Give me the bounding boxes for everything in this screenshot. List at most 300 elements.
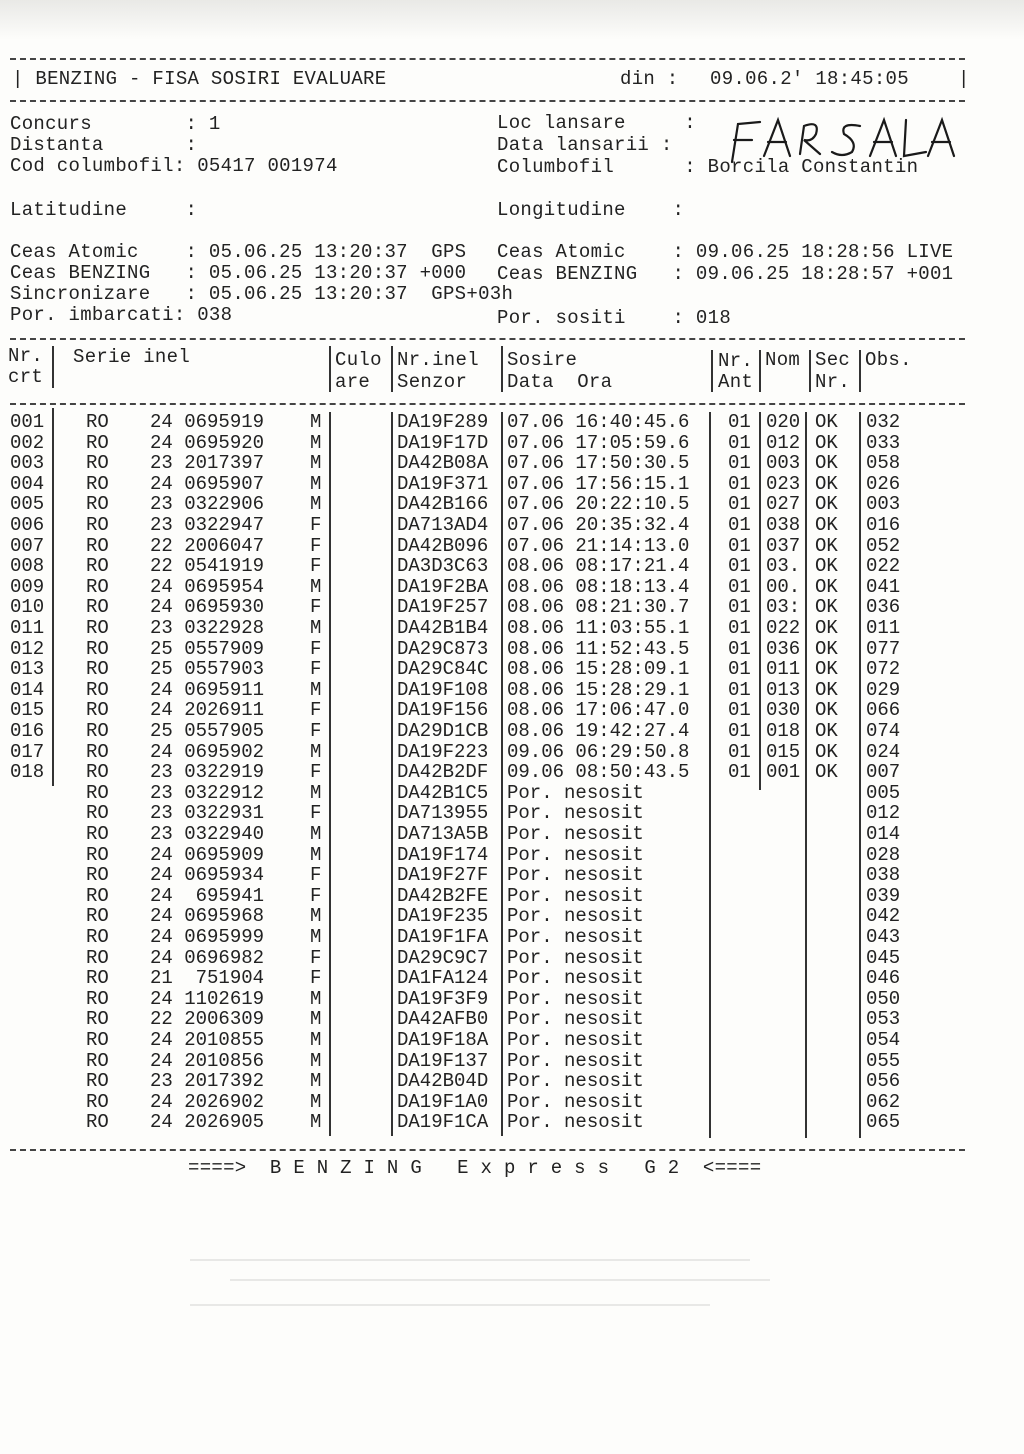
cell-serie: 22 2006047: [150, 534, 265, 557]
cod-columbofil-line: Cod columbofil: 05417 001974: [10, 155, 338, 177]
cell-senzor: DA42B096: [397, 534, 489, 557]
cell-serie: 24 695941: [150, 884, 265, 907]
cell-sex: F: [310, 534, 322, 557]
cell-senzor: DA19F1CA: [397, 1111, 489, 1134]
cell-senzor: DA19F2BA: [397, 575, 489, 598]
cell-sex: F: [310, 596, 322, 619]
cell-sec: OK: [815, 493, 838, 516]
cell-sosire: Por. nesosit: [507, 1070, 644, 1093]
cell-tara: RO: [86, 1008, 109, 1031]
cell-obs: 032: [866, 411, 901, 433]
cell-senzor: DA3D3C63: [397, 555, 489, 578]
cell-nom: 038: [766, 514, 801, 536]
cell-sex: M: [310, 740, 322, 763]
cell-sec: OK: [815, 452, 838, 475]
cell-nr: 016: [10, 720, 45, 742]
cell-tara: RO: [86, 781, 109, 804]
cell-sex: F: [310, 514, 322, 536]
cell-sosire: Por. nesosit: [507, 884, 644, 907]
cell-tara: RO: [86, 884, 109, 907]
cell-obs: 050: [866, 987, 901, 1010]
cell-senzor: DA19F3F9: [397, 987, 489, 1010]
cell-senzor: DA19F174: [397, 843, 489, 866]
cell-ant: 01: [728, 431, 751, 454]
cell-sec: OK: [815, 534, 838, 557]
cell-sex: M: [310, 843, 322, 866]
por-sositi-line: Por. sositi : 018: [497, 307, 732, 329]
cell-nom: 030: [766, 699, 801, 722]
cell-sex: M: [310, 1049, 322, 1072]
cell-sosire: 08.06 11:52:43.5: [507, 637, 690, 660]
cell-sosire: 09.06 06:29:50.8: [507, 740, 690, 763]
cell-nr: 015: [10, 699, 45, 722]
cell-sec: OK: [815, 575, 838, 598]
cell-obs: 033: [866, 431, 901, 454]
sep: [501, 346, 503, 392]
cell-tara: RO: [86, 1090, 109, 1113]
cell-serie: 25 0557909: [150, 637, 265, 660]
cell-senzor: DA29C873: [397, 637, 489, 660]
cell-sex: M: [310, 1070, 322, 1093]
cell-sex: M: [310, 1111, 322, 1134]
cell-nom: 037: [766, 534, 801, 557]
cell-sosire: 08.06 08:18:13.4: [507, 575, 690, 598]
cell-senzor: DA19F1A0: [397, 1090, 489, 1113]
cell-tara: RO: [86, 740, 109, 763]
cell-sex: F: [310, 967, 322, 990]
cell-tara: RO: [86, 1111, 109, 1134]
cell-senzor: DA42B1B4: [397, 617, 489, 639]
sep: [805, 412, 807, 1138]
cell-ant: 01: [728, 472, 751, 495]
col-data-ora: Data Ora: [507, 371, 613, 393]
cell-serie: 24 2026911: [150, 699, 265, 722]
cell-nom: 015: [766, 740, 801, 763]
cell-nr: 004: [10, 472, 45, 495]
cell-nom: 03:: [766, 596, 801, 619]
cell-sec: OK: [815, 658, 838, 681]
sep: [759, 350, 761, 392]
cell-serie: 22 2006309: [150, 1008, 265, 1031]
cell-sex: M: [310, 1008, 322, 1031]
cell-tara: RO: [86, 411, 109, 433]
sep: [391, 346, 393, 392]
cell-sex: M: [310, 926, 322, 948]
sep: [711, 350, 713, 392]
cell-nom: 001: [766, 761, 801, 784]
cell-sosire: Por. nesosit: [507, 843, 644, 866]
cell-senzor: DA713AD4: [397, 514, 489, 536]
cell-nr: 009: [10, 575, 45, 598]
ceas-benzing-right: Ceas BENZING : 09.06.25 18:28:57 +001: [497, 263, 954, 285]
cell-ant: 01: [728, 555, 751, 578]
cell-sex: F: [310, 761, 322, 784]
cell-tara: RO: [86, 534, 109, 557]
cell-senzor: DA19F137: [397, 1049, 489, 1072]
cell-sex: F: [310, 637, 322, 660]
cell-obs: 072: [866, 658, 901, 681]
cell-serie: 23 0322940: [150, 823, 265, 845]
cell-obs: 056: [866, 1070, 901, 1093]
cell-obs: 003: [866, 493, 901, 516]
cell-serie: 23 0322906: [150, 493, 265, 516]
cell-nom: 011: [766, 658, 801, 681]
cell-sex: M: [310, 617, 322, 639]
cell-sosire: 08.06 15:28:09.1: [507, 658, 690, 681]
data-lansarii-line: Data lansarii :: [497, 134, 673, 156]
cell-serie: 23 0322931: [150, 802, 265, 825]
cell-nr: 013: [10, 658, 45, 681]
cell-ant: 01: [728, 740, 751, 763]
cell-tara: RO: [86, 575, 109, 598]
cell-senzor: DA19F223: [397, 740, 489, 763]
col-nr-inel: Nr.inel: [397, 349, 479, 371]
cell-obs: 041: [866, 575, 901, 598]
cell-obs: 043: [866, 926, 901, 948]
cell-ant: 01: [728, 452, 751, 475]
cell-serie: 23 0322947: [150, 514, 265, 536]
cell-tara: RO: [86, 555, 109, 578]
cell-serie: 23 0322919: [150, 761, 265, 784]
cell-senzor: DA19F27F: [397, 864, 489, 887]
cell-sex: M: [310, 431, 322, 454]
cell-sec: OK: [815, 637, 838, 660]
cell-obs: 029: [866, 678, 901, 701]
cell-tara: RO: [86, 514, 109, 536]
cell-sosire: 08.06 17:06:47.0: [507, 699, 690, 722]
col-nom: Nom: [765, 349, 801, 371]
scan-top-shadow: [0, 0, 1024, 40]
cell-tara: RO: [86, 843, 109, 866]
cell-sec: OK: [815, 720, 838, 742]
cell-obs: 042: [866, 905, 901, 928]
cell-serie: 23 2017397: [150, 452, 265, 475]
cell-sosire: 08.06 15:28:29.1: [507, 678, 690, 701]
cell-ant: 01: [728, 699, 751, 722]
ceas-benzing-left: Ceas BENZING : 05.06.25 13:20:37 +000: [10, 262, 467, 284]
table-header-rule: [10, 403, 965, 405]
cell-serie: 24 2010855: [150, 1029, 265, 1051]
cell-nr: 010: [10, 596, 45, 619]
sincronizare-line: Sincronizare : 05.06.25 13:20:37 GPS+03h: [10, 283, 514, 305]
columbofil-line: Columbofil : Borcila Constantin: [497, 156, 919, 178]
cell-sosire: 08.06 11:03:55.1: [507, 617, 690, 639]
cell-senzor: DA42B2DF: [397, 761, 489, 784]
cell-ant: 01: [728, 411, 751, 433]
cell-sex: M: [310, 678, 322, 701]
cell-serie: 24 0695999: [150, 926, 265, 948]
cell-obs: 058: [866, 452, 901, 475]
cell-obs: 026: [866, 472, 901, 495]
por-imbarcati-line: Por. imbarcati: 038: [10, 304, 233, 326]
cell-sec: OK: [815, 411, 838, 433]
col-culo: Culo: [335, 349, 382, 371]
cell-nr: 006: [10, 514, 45, 536]
cell-tara: RO: [86, 905, 109, 928]
cell-ant: 01: [728, 514, 751, 536]
cell-sex: F: [310, 658, 322, 681]
cell-senzor: DA19F17D: [397, 431, 489, 454]
table-bottom-rule: [10, 1149, 965, 1151]
cell-tara: RO: [86, 864, 109, 887]
cell-sex: M: [310, 1029, 322, 1051]
cell-ant: 01: [728, 637, 751, 660]
cell-serie: 24 0695919: [150, 411, 265, 433]
cell-sosire: Por. nesosit: [507, 1029, 644, 1051]
cell-serie: 25 0557903: [150, 658, 265, 681]
cell-nr: 012: [10, 637, 45, 660]
cell-serie: 23 2017392: [150, 1070, 265, 1093]
cell-tara: RO: [86, 452, 109, 475]
cell-serie: 21 751904: [150, 967, 265, 990]
cell-tara: RO: [86, 637, 109, 660]
footer-brand: ====> B E N Z I N G E x p r e s s G 2 <====: [188, 1157, 762, 1179]
cell-ant: 01: [728, 534, 751, 557]
cell-serie: 25 0557905: [150, 720, 265, 742]
cell-sex: M: [310, 987, 322, 1010]
cell-sosire: Por. nesosit: [507, 864, 644, 887]
cell-nom: 012: [766, 431, 801, 454]
cell-sex: M: [310, 781, 322, 804]
cell-sosire: Por. nesosit: [507, 781, 644, 804]
cell-ant: 01: [728, 678, 751, 701]
cell-serie: 24 2026905: [150, 1111, 265, 1134]
cell-tara: RO: [86, 926, 109, 948]
sep: [859, 350, 861, 392]
col-sec-nr: Nr.: [815, 371, 851, 393]
cell-senzor: DA19F18A: [397, 1029, 489, 1051]
cell-sex: M: [310, 411, 322, 433]
cell-obs: 066: [866, 699, 901, 722]
cell-sec: OK: [815, 678, 838, 701]
cell-sec: OK: [815, 617, 838, 639]
cell-obs: 054: [866, 1029, 901, 1051]
cell-sosire: 07.06 17:50:30.5: [507, 452, 690, 475]
cell-sex: F: [310, 802, 322, 825]
cell-senzor: DA19F257: [397, 596, 489, 619]
col-nr: Nr.: [8, 345, 44, 367]
header-end-bar: |: [958, 68, 970, 90]
cell-sec: OK: [815, 555, 838, 578]
cell-sosire: 07.06 17:56:15.1: [507, 472, 690, 495]
cell-serie: 24 0695920: [150, 431, 265, 454]
cell-sosire: 07.06 20:22:10.5: [507, 493, 690, 516]
cell-sosire: Por. nesosit: [507, 1049, 644, 1072]
ceas-atomic-left: Ceas Atomic : 05.06.25 13:20:37 GPS: [10, 241, 467, 263]
cell-senzor: DA29D1CB: [397, 720, 489, 742]
cell-serie: 24 1102619: [150, 987, 265, 1010]
cell-sosire: Por. nesosit: [507, 802, 644, 825]
cell-senzor: DA19F235: [397, 905, 489, 928]
cell-sosire: 07.06 17:05:59.6: [507, 431, 690, 454]
cell-nr: 005: [10, 493, 45, 516]
cell-nr: 011: [10, 617, 45, 639]
cell-tara: RO: [86, 967, 109, 990]
cell-senzor: DA1FA124: [397, 967, 489, 990]
sep: [329, 346, 331, 392]
cell-sosire: Por. nesosit: [507, 823, 644, 845]
cell-senzor: DA713955: [397, 802, 489, 825]
cell-tara: RO: [86, 823, 109, 845]
cell-ant: 01: [728, 493, 751, 516]
cell-nr: 007: [10, 534, 45, 557]
cell-nom: 023: [766, 472, 801, 495]
cell-sex: F: [310, 555, 322, 578]
cell-sosire: Por. nesosit: [507, 1008, 644, 1031]
cell-sex: M: [310, 575, 322, 598]
cell-nom: 013: [766, 678, 801, 701]
cell-sec: OK: [815, 514, 838, 536]
cell-obs: 052: [866, 534, 901, 557]
cell-serie: 24 0695930: [150, 596, 265, 619]
sep: [391, 412, 393, 1136]
cell-serie: 24 2026902: [150, 1090, 265, 1113]
cell-senzor: DA42B04D: [397, 1070, 489, 1093]
cell-ant: 01: [728, 720, 751, 742]
cell-tara: RO: [86, 1029, 109, 1051]
cell-obs: 022: [866, 555, 901, 578]
cell-nr: 008: [10, 555, 45, 578]
col-sec: Sec: [815, 349, 851, 371]
cell-serie: 24 0695909: [150, 843, 265, 866]
cell-sex: M: [310, 1090, 322, 1113]
cell-tara: RO: [86, 1070, 109, 1093]
cell-senzor: DA42B166: [397, 493, 489, 516]
cell-tara: RO: [86, 493, 109, 516]
sep: [501, 412, 503, 1136]
cell-sosire: 08.06 08:21:30.7: [507, 596, 690, 619]
cell-tara: RO: [86, 946, 109, 969]
sep: [52, 346, 54, 388]
cell-nr: 003: [10, 452, 45, 475]
cell-sex: M: [310, 452, 322, 475]
report-datetime: 09.06.2' 18:45:05: [710, 68, 909, 90]
handwritten-location: [720, 112, 960, 172]
cell-nom: 018: [766, 720, 801, 742]
cell-obs: 014: [866, 823, 901, 845]
cell-ant: 01: [728, 658, 751, 681]
cell-obs: 039: [866, 884, 901, 907]
cell-obs: 074: [866, 720, 901, 742]
cell-obs: 055: [866, 1049, 901, 1072]
cell-serie: 22 0541919: [150, 555, 265, 578]
col-sosire: Sosire: [507, 349, 578, 371]
col-serie: Serie inel: [73, 346, 191, 368]
cell-tara: RO: [86, 678, 109, 701]
cell-sosire: Por. nesosit: [507, 926, 644, 948]
longitudine-line: Longitudine :: [497, 199, 685, 221]
cell-sex: F: [310, 946, 322, 969]
sep: [329, 412, 331, 1136]
cell-nr: 017: [10, 740, 45, 763]
sep: [709, 412, 711, 1138]
cell-obs: 053: [866, 1008, 901, 1031]
cell-sec: OK: [815, 472, 838, 495]
cell-nom: 027: [766, 493, 801, 516]
cell-obs: 046: [866, 967, 901, 990]
cell-nr: 001: [10, 411, 45, 433]
report-title: | BENZING - FISA SOSIRI EVALUARE: [12, 68, 387, 90]
cell-ant: 01: [728, 761, 751, 784]
cell-obs: 028: [866, 843, 901, 866]
cell-obs: 045: [866, 946, 901, 969]
cell-tara: RO: [86, 617, 109, 639]
cell-ant: 01: [728, 575, 751, 598]
cell-nom: 003: [766, 452, 801, 475]
distanta-line: Distanta :: [10, 134, 198, 156]
cell-sec: OK: [815, 761, 838, 784]
col-nr-ant-1: Nr.: [718, 350, 754, 372]
cell-ant: 01: [728, 596, 751, 619]
sep: [52, 408, 54, 786]
cell-senzor: DA42B08A: [397, 452, 489, 475]
cell-nom: 022: [766, 617, 801, 639]
header-top-rule: [10, 58, 965, 60]
cell-senzor: DA19F289: [397, 411, 489, 433]
cell-serie: 23 0322912: [150, 781, 265, 804]
loc-lansare-line: Loc lansare :: [497, 112, 696, 134]
sep: [859, 412, 861, 1138]
cell-serie: 24 0695911: [150, 678, 265, 701]
cell-tara: RO: [86, 720, 109, 742]
cell-serie: 24 0695934: [150, 864, 265, 887]
cell-senzor: DA19F371: [397, 472, 489, 495]
cell-tara: RO: [86, 658, 109, 681]
cell-tara: RO: [86, 987, 109, 1010]
cell-obs: 011: [866, 617, 901, 639]
cell-sex: M: [310, 493, 322, 516]
cell-obs: 036: [866, 596, 901, 619]
bleed-through-ghost: [190, 1250, 790, 1330]
cell-sosire: 08.06 19:42:27.4: [507, 720, 690, 742]
cell-obs: 016: [866, 514, 901, 536]
cell-sec: OK: [815, 740, 838, 763]
cell-obs: 007: [866, 761, 901, 784]
cell-sex: M: [310, 472, 322, 495]
cell-sec: OK: [815, 596, 838, 619]
cell-tara: RO: [86, 1049, 109, 1072]
cell-senzor: DA42AFB0: [397, 1008, 489, 1031]
cell-nom: 00.: [766, 575, 801, 598]
cell-tara: RO: [86, 699, 109, 722]
cell-sex: M: [310, 823, 322, 845]
cell-sex: F: [310, 720, 322, 742]
cell-nr: 014: [10, 678, 45, 701]
cell-sosire: Por. nesosit: [507, 987, 644, 1010]
cell-sosire: Por. nesosit: [507, 1090, 644, 1113]
cell-sex: F: [310, 884, 322, 907]
cell-tara: RO: [86, 472, 109, 495]
cell-sosire: 07.06 20:35:32.4: [507, 514, 690, 536]
cell-serie: 24 0695954: [150, 575, 265, 598]
cell-serie: 24 2010856: [150, 1049, 265, 1072]
cell-sosire: Por. nesosit: [507, 1111, 644, 1134]
cell-senzor: DA19F108: [397, 678, 489, 701]
cell-obs: 065: [866, 1111, 901, 1134]
cell-nom: 036: [766, 637, 801, 660]
cell-serie: 24 0695902: [150, 740, 265, 763]
cell-sec: OK: [815, 699, 838, 722]
cell-senzor: DA42B1C5: [397, 781, 489, 804]
cell-sex: M: [310, 905, 322, 928]
cell-ant: 01: [728, 617, 751, 639]
cell-sosire: 07.06 21:14:13.0: [507, 534, 690, 557]
cell-sosire: Por. nesosit: [507, 946, 644, 969]
cell-serie: 23 0322928: [150, 617, 265, 639]
cell-sex: F: [310, 864, 322, 887]
header-bottom-rule: [10, 100, 965, 102]
date-label: din :: [620, 68, 679, 90]
